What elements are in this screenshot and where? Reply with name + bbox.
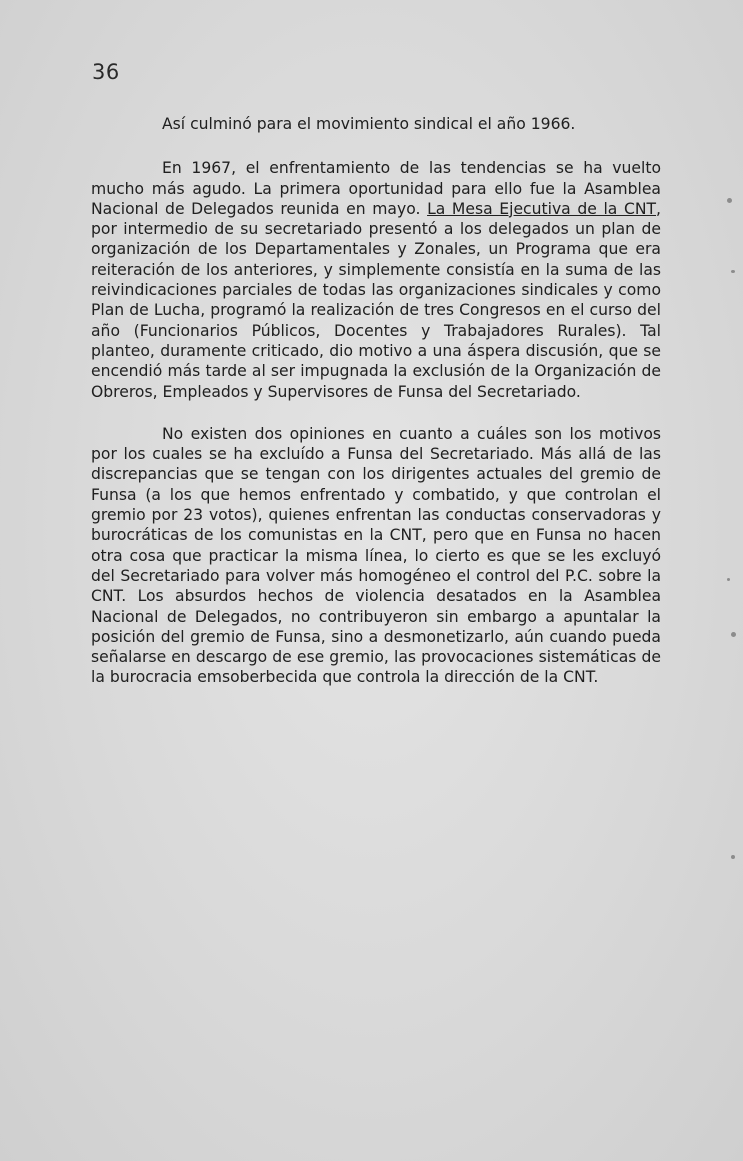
underlined-phrase: La Mesa Ejecutiva de la CNT: [427, 199, 657, 218]
margin-speck: [731, 270, 735, 273]
margin-speck: [731, 855, 735, 859]
paragraph-1: Así culminó para el movimiento sindical el año 1966.: [162, 115, 576, 133]
paragraph-2: [91, 158, 661, 402]
margin-speck: [727, 578, 730, 581]
paragraph-2-part-2: , por intermedio de su secretariado presentó a los delegados un plan de organización de los Departamentales y Zonales, un Programa que era reiteración de los anteriores, y simplemente consistía en la suma de las reivindicaciones parciales de todas las organizaciones sindicales y como Plan de Lucha, programó la realización de tres Congresos en el curso del año (Funcionarios Públicos, Docentes y Trabajadores Rurales). Tal planteo, duramente criticado, dio motivo a una áspera discusión, que se encendió más tarde al ser impugnada la exclusión de la Organización de Obreros, Empleados y Supervisores de Funsa del Secretariado.: [91, 199, 662, 401]
margin-speck: [731, 632, 736, 637]
paragraph-2-part-1: En 1967, el enfrentamiento de las tendencias se ha vuelto mucho más agudo. La primera oportunidad para ello fue la Asamblea Nacional de Delegados reunida en mayo.: [91, 159, 661, 218]
paragraph-3: No existen dos opiniones en cuanto a cuáles son los motivos por los cuales se ha excluído a Funsa del Secretariado. Más allá de las discrepancias que se tengan con los dirigentes actuales del gremio de Funsa (a los que hemos enfrentado y combatido, y que controlan el gremio por 23 votos), quienes enfrentan las conductas conservadoras y burocráticas de los comunistas en la CNT, pero que en Funsa no hacen otra cosa que practicar la misma línea, lo cierto es que se les excluyó del Secretariado para volver más homogéneo el control del P.C. sobre la CNT. Los absurdos hechos de violencia desatados en la Asamblea Nacional de Delegados, no contribuyeron sin embargo a apuntalar la posición del gremio de Funsa, sino a desmonetizarlo, aún cuando pueda señalarse en descargo de ese gremio, las provocaciones sistemáticas de la burocracia emsoberbecida que controla la dirección de la CNT.: [91, 424, 661, 687]
margin-speck: [727, 198, 732, 203]
page-number: 36: [92, 60, 120, 84]
body-text: [91, 114, 661, 688]
